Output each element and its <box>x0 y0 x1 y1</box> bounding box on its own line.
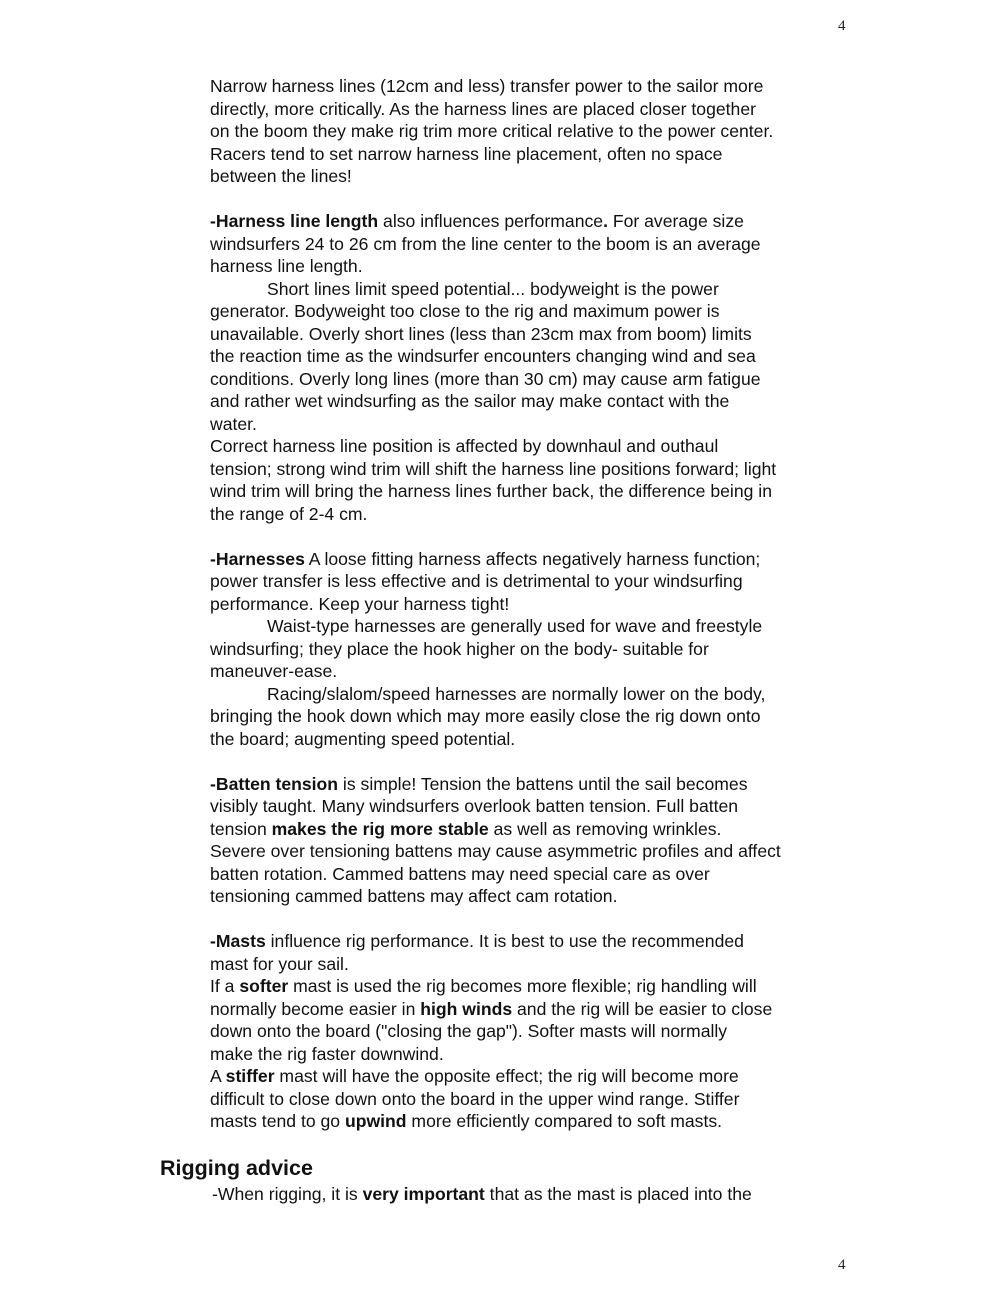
paragraph-spacer <box>210 908 860 931</box>
paragraph-masts: -Masts influence rig performance. It is best to use the recommended mast for your sail. <box>210 931 744 974</box>
document-body <box>210 75 860 1133</box>
paragraph-harness-line-length: -Harness line length also influences performance. For average size windsurfers 24 to 26 cm from the line center to the boom is an average harness line length. <box>210 211 761 276</box>
paragraph-narrow-harness-lines: Narrow harness lines (12cm and less) transfer power to the sailor more directly, more critically. As the harness lines are placed closer together on the boom they make rig trim more critical relative to the power center. Racers tend to set narrow harness line placement, often no space between the lines! <box>210 76 774 186</box>
term-harnesses: -Harnesses <box>210 548 305 569</box>
paragraph-harnesses: -Harnesses A loose fitting harness affects negatively harness function; power transfer is less effective and is detrimental to your windsurfing performance. Keep your harness tight! <box>210 548 761 614</box>
section-heading-rigging-advice: Rigging advice <box>160 1156 313 1180</box>
emphasis-stiffer: stiffer <box>225 1066 275 1086</box>
paragraph-spacer <box>210 188 860 211</box>
paragraph-spacer <box>210 525 860 548</box>
paragraph-softer-mast: If a softer mast is used the rig becomes more flexible; rig handling will normally become easier in high winds and the rig will be easier to close down onto the board ("closing the gap"). Softer masts will normally make the rig faster downwind. <box>210 976 773 1064</box>
emphasis-very-important: very important <box>362 1184 485 1204</box>
paragraph-correct-position: Correct harness line position is affected by downhaul and outhaul tension; strong wind trim will shift the harness line positions forward; light wind trim will bring the harness lines further back, the difference being in the range of 2-4 cm. <box>210 436 777 524</box>
paragraph-stiffer-mast: A stiffer mast will have the opposite effect; the rig will become more difficult to close down onto the board in the upper wind range. Stiffer masts tend to go upwind more efficiently compared to soft masts. <box>210 1066 740 1131</box>
term-masts: -Masts <box>210 931 266 951</box>
emphasis-upwind: upwind <box>344 1111 407 1131</box>
page-number-bottom: 4 <box>838 1257 846 1273</box>
paragraph-spacer <box>210 750 860 773</box>
emphasis-softer: softer <box>239 976 289 996</box>
paragraph-short-lines: Short lines limit speed potential... bodyweight is the power generator. Bodyweight too close to the rig and maximum power is unavailable. Overly short lines (less than 23cm max from boom) limits the reaction time as the windsurfer encounters changing wind and sea conditions. Overly long lines (more than 30 cm) may cause arm fatigue and rather wet windsurfing as the sailor may make contact with the water. <box>210 278 761 434</box>
page-number-top: 4 <box>838 18 846 34</box>
emphasis-high-winds: high winds <box>420 998 513 1019</box>
term-harness-line-length: -Harness line length <box>210 211 379 231</box>
paragraph-waist-harnesses: Waist-type harnesses are generally used for wave and freestyle windsurfing; they place the hook higher on the body- suitable for maneuver-ease. <box>210 616 763 681</box>
paragraph-rigging-intro: -When rigging, it is very important that as the mast is placed into the <box>212 1184 752 1204</box>
paragraph-batten-tension: -Batten tension is simple! Tension the battens until the sail becomes visibly taught. Many windsurfers overlook batten tension. Full batten tension makes the rig more stable as well as removing wrinkles. Severe over tensioning battens may cause asymmetric profiles and affect batten rotation. Cammed battens may need special care as over tensioning cammed battens may affect cam rotation. <box>210 773 781 906</box>
term-batten-tension: -Batten tension <box>210 773 339 794</box>
emphasis-rig-stable: makes the rig more stable <box>271 818 489 839</box>
paragraph-racing-harnesses: Racing/slalom/speed harnesses are normally lower on the body, bringing the hook down which may more easily close the rig down onto the board; augmenting speed potential. <box>210 683 766 749</box>
